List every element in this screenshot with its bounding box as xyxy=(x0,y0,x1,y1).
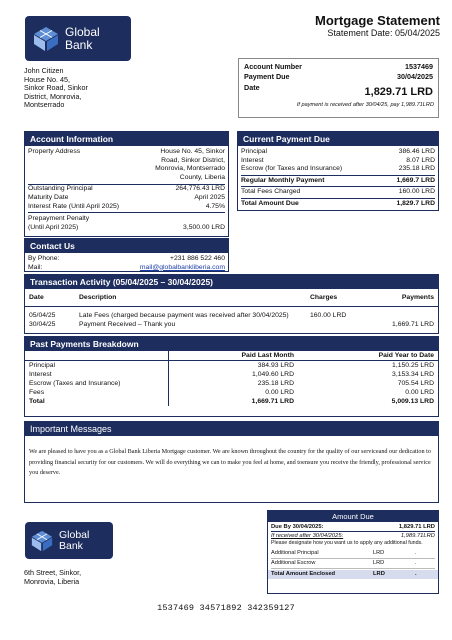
contact-panel xyxy=(24,238,229,272)
statement-title: Mortgage Statement xyxy=(315,13,440,28)
past-payment-row: Interest 1,049.60 LRD 3,153.34 LRD xyxy=(25,370,438,379)
amount-due-title: Amount Due xyxy=(268,511,438,522)
property-address-value: House No. 45, Sinkor Road, Sinkor District, Monrovia, Montserrado County, Liberia xyxy=(155,148,225,181)
bank-address: 6th Street, Sinkor, Monrovia, Liberia xyxy=(24,568,82,586)
additional-escrow-row[interactable]: Additional Escrow LRD . xyxy=(271,559,435,569)
transaction-header-row: Date Description Charges Payments xyxy=(25,293,438,307)
current-payment-title: Current Payment Due xyxy=(238,132,438,146)
regular-payment-row: Regular Monthly Payment 1,669.7 LRD xyxy=(241,176,435,188)
amount-due-coupon xyxy=(267,510,439,594)
account-information-title: Account Information xyxy=(25,132,228,146)
mail-row: Mail: mail@globalbankliberia.com xyxy=(28,263,225,271)
account-information-panel xyxy=(24,131,229,237)
amount-due-value: 1,829.71 LRD xyxy=(364,86,433,98)
outstanding-principal-row: Outstanding Principal 264,776.43 LRD xyxy=(28,185,225,193)
past-payment-row: Principal 384.93 LRD 1,150.25 LRD xyxy=(25,361,438,371)
prepayment-penalty-row: Prepayment Penalty (Until April 2025) 3,500.00 LRD xyxy=(28,215,225,231)
if-received-after-row: If received after 30/04/2025: 1,989.71LRD xyxy=(271,533,435,539)
bank-name-footer-line1: Global xyxy=(59,528,90,541)
important-messages-title: Important Messages xyxy=(25,422,438,436)
designate-instructions: Please designate how you want us to apply any additional funds. xyxy=(271,540,423,546)
past-payments-panel xyxy=(24,336,439,417)
transaction-row: 30/04/25 Payment Received – Thank you 1,669.71 LRD xyxy=(29,320,434,328)
total-fees-row: Total Fees Charged 160.00 LRD xyxy=(241,187,435,199)
important-messages-panel xyxy=(24,421,439,503)
bank-logo-footer-icon xyxy=(31,530,53,552)
summary-box xyxy=(238,58,439,118)
important-messages-body: We are pleased to have you as a Global Bank Liberia Mortgage customer. We are known throughout the country for the quality of our serviceand our dedication to providing financial security for our customers. We will do everything we can to make you feel at home, and toensure you receive the friendly, professional service you deserve. xyxy=(29,448,431,476)
micr-line: 1537469 34571892 342359127 xyxy=(157,603,295,613)
phone-row: By Phone: +231 886 522 460 xyxy=(28,255,225,262)
maturity-date-row: Maturity Date April 2025 xyxy=(28,193,225,201)
bank-name-line2: Bank xyxy=(65,37,93,52)
additional-principal-row[interactable]: Additional Principal LRD . xyxy=(271,549,435,559)
bank-name-footer-line2: Bank xyxy=(59,539,83,552)
escrow-row: Escrow (for Taxes and Insurance) 235.18 LRD xyxy=(241,165,435,173)
transaction-activity-panel xyxy=(24,274,439,334)
statement-date: Statement Date: 05/04/2025 xyxy=(327,28,440,38)
account-number-value: 1537469 xyxy=(405,62,433,71)
due-by-row: Due By 30/04/2025: 1,829.71 LRD xyxy=(271,524,435,530)
property-address-label: Property Address xyxy=(28,148,81,155)
bank-logo-footer xyxy=(25,522,113,559)
contact-title: Contact Us xyxy=(25,239,228,253)
past-payments-title: Past Payments Breakdown xyxy=(25,337,438,351)
customer-address: John Citizen House No. 45, Sinkor Road, Sinkor District, Monrovia, Montserrado xyxy=(24,66,88,110)
late-payment-note: If payment is received after 30/04/25, pay 1,989.71LRD xyxy=(296,102,434,108)
bank-name-line1: Global xyxy=(65,24,100,39)
total-amount-enclosed-row[interactable]: Total Amount Enclosed LRD . xyxy=(268,570,438,579)
past-payment-total-row: Total 1,669.71 LRD 5,009.13 LRD xyxy=(25,397,438,406)
bank-logo-icon xyxy=(33,26,59,52)
account-number-label: Account Number xyxy=(244,62,302,71)
date-label: Date xyxy=(244,83,260,92)
past-payment-row: Fees 0.00 LRD 0.00 LRD xyxy=(25,388,438,397)
past-payments-header-row: Paid Last Month Paid Year to Date xyxy=(25,351,438,361)
transaction-activity-title: Transaction Activity (05/04/2025 – 30/04/2025) xyxy=(25,275,438,289)
total-amount-due-row: Total Amount Due 1,829.7 LRD xyxy=(241,199,435,207)
past-payment-row: Escrow (Taxes and Insurance) 235.18 LRD 705.54 LRD xyxy=(25,379,438,388)
bank-logo xyxy=(25,16,131,61)
payment-due-value: 30/04/2025 xyxy=(397,72,433,81)
phone-number: +231 886 522 460 xyxy=(170,255,225,262)
email-link[interactable]: mail@globalbankliberia.com xyxy=(139,263,225,271)
principal-row: Principal 386.46 LRD xyxy=(241,148,435,155)
current-payment-panel xyxy=(237,131,439,211)
payment-due-label: Payment Due xyxy=(244,72,290,81)
interest-rate-row: Interest Rate (Until April 2025) 4.75% xyxy=(28,202,225,210)
transaction-row: 05/04/25 Late Fees (charged because payment was received after 30/04/2025) 160.00 LRD xyxy=(29,311,347,319)
interest-row: Interest 8.07 LRD xyxy=(241,156,435,164)
